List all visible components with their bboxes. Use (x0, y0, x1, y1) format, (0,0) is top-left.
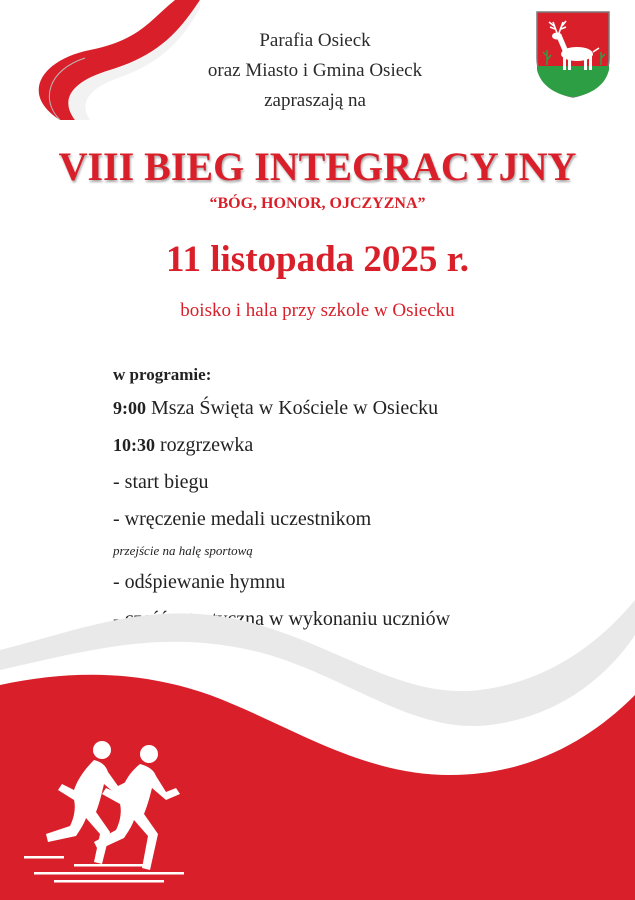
program-time: 10:30 (113, 435, 155, 455)
coat-of-arms-icon (535, 10, 611, 98)
intro-line-town: oraz Miasto i Gmina Osieck (207, 60, 423, 81)
intro-line-invite: zapraszają na (264, 90, 366, 111)
program-item-art: - część artystyczna w wykonaniu uczniów (113, 608, 451, 630)
event-title: VIII BIEG INTEGRACYJNY (58, 144, 577, 189)
event-date: 11 listopada 2025 r. (166, 239, 469, 280)
intro-line-parish: Parafia Osieck (259, 30, 371, 51)
program-note-hall: przejście na halę sportową (113, 543, 253, 558)
program-item-warmup (113, 427, 583, 464)
program-time: 9:00 (113, 398, 146, 418)
program-item-medals: - wręczenie medali uczestnikom (113, 508, 372, 530)
program-item-anthem: - odśpiewanie hymnu (113, 571, 286, 593)
event-motto: “BÓG, HONOR, OJCZYZNA” (209, 195, 426, 212)
program-item-start: - start biegu (113, 471, 209, 493)
program-heading: w programie: (113, 365, 212, 384)
program-text: Msza Święta w Kościele w Osiecku (146, 397, 439, 419)
event-venue: boisko i hala przy szkole w Osiecku (180, 300, 455, 321)
intro-text (130, 26, 500, 116)
program-text: rozgrzewka (155, 434, 254, 456)
runners-icon (14, 738, 194, 888)
program-item-mass (113, 390, 583, 427)
